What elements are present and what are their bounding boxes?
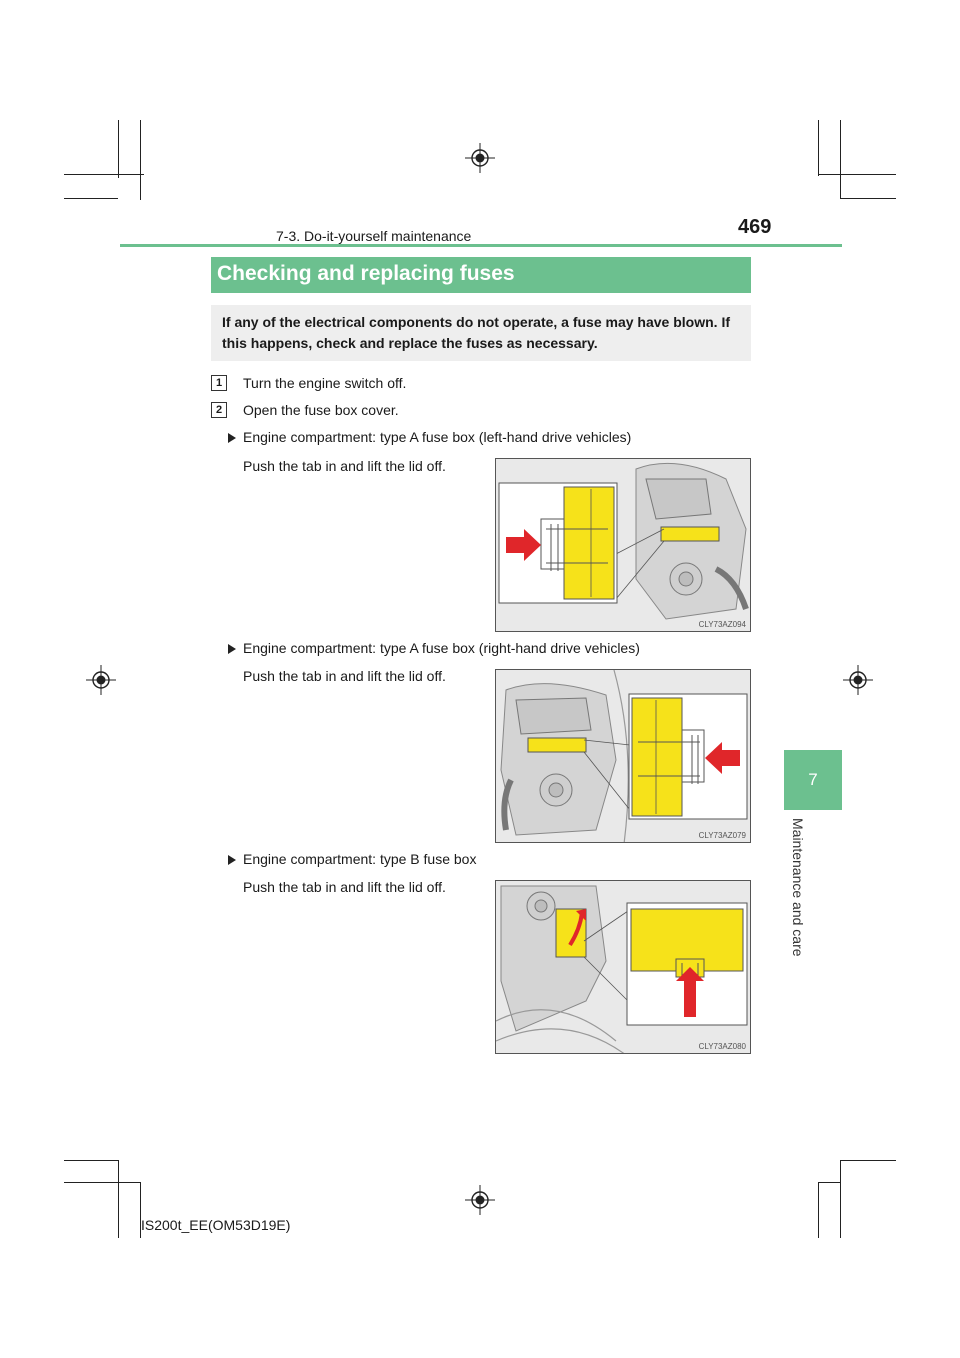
figure-code: CLY73AZ079	[698, 831, 746, 840]
figure-code: CLY73AZ080	[698, 1042, 746, 1051]
registration-target-icon	[465, 143, 495, 173]
bullet-triangle-icon	[227, 854, 237, 866]
header-divider	[120, 244, 842, 247]
chapter-label: Maintenance and care	[790, 818, 806, 957]
case-title: Engine compartment: type B fuse box	[243, 851, 477, 867]
chapter-tab	[784, 750, 842, 810]
footer-code: IS200t_EE(OM53D19E)	[141, 1217, 291, 1233]
registration-target-icon	[86, 665, 116, 695]
case-instruction: Push the tab in and lift the lid off.	[243, 879, 446, 895]
case-instruction: Push the tab in and lift the lid off.	[243, 668, 446, 684]
case-title: Engine compartment: type A fuse box (right-hand drive vehicles)	[243, 640, 640, 656]
case-instruction: Push the tab in and lift the lid off.	[243, 458, 446, 474]
fuse-box-figure	[495, 669, 751, 843]
step-number: 1	[211, 375, 227, 391]
registration-target-icon	[843, 665, 873, 695]
bullet-triangle-icon	[227, 432, 237, 444]
intro-text: If any of the electrical components do not operate, a fuse may have blown. If this happens, check and replace the fuses as necessary.	[222, 314, 730, 351]
bullet-triangle-icon	[227, 643, 237, 655]
section-heading	[211, 257, 751, 293]
section-title: 7-3. Do-it-yourself maintenance	[276, 228, 472, 244]
heading-text: Checking and replacing fuses	[217, 262, 515, 285]
step-text: Turn the engine switch off.	[243, 375, 407, 391]
engine-compartment-illustration	[496, 459, 751, 632]
figure-code: CLY73AZ094	[698, 620, 746, 629]
case-title: Engine compartment: type A fuse box (left-hand drive vehicles)	[243, 429, 632, 445]
chapter-number: 7	[808, 770, 818, 789]
engine-compartment-illustration	[496, 881, 751, 1054]
fuse-box-figure	[495, 880, 751, 1054]
step-text: Open the fuse box cover.	[243, 402, 399, 418]
fuse-box-figure	[495, 458, 751, 632]
intro-box	[211, 305, 751, 361]
step-number: 2	[211, 402, 227, 418]
registration-target-icon	[465, 1185, 495, 1215]
page-number: 469	[738, 216, 772, 238]
engine-compartment-illustration	[496, 670, 751, 843]
